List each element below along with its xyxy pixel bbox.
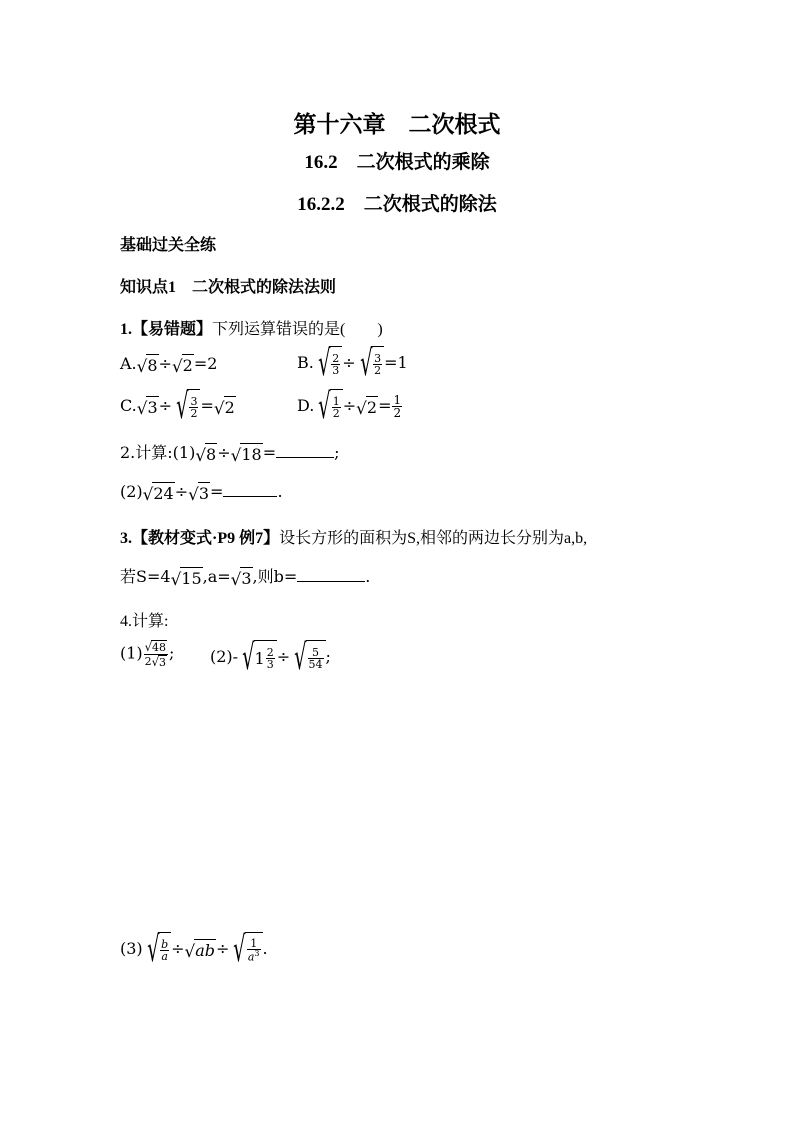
part-label: (2) bbox=[120, 482, 143, 501]
div-sign: ÷ bbox=[174, 482, 189, 501]
knowledge-point: 知识点1 二次根式的除法法则 bbox=[120, 279, 337, 296]
punct: . bbox=[262, 939, 268, 959]
subsection-title: 16.2.2 二次根式的除法 bbox=[297, 194, 497, 215]
radicand: 2 bbox=[224, 398, 235, 418]
answer-blank[interactable] bbox=[276, 456, 334, 458]
punct: . bbox=[365, 567, 371, 586]
q1-option-b bbox=[297, 343, 408, 384]
punct: . bbox=[277, 482, 283, 501]
q2-part2 bbox=[120, 482, 283, 503]
div-sign: ÷ bbox=[158, 354, 172, 373]
q3-text-a: 若S=4 bbox=[120, 567, 171, 586]
sqrt: √ 5 54 bbox=[290, 640, 325, 675]
sqrt: √ 8 bbox=[195, 445, 217, 466]
radicand: 2 bbox=[366, 398, 378, 418]
punct: ; bbox=[169, 643, 175, 663]
sqrt: √ 2 bbox=[356, 398, 378, 419]
fraction: 3 2 bbox=[190, 394, 198, 421]
fraction: √ 48 2 √ 3 bbox=[144, 640, 167, 669]
fraction: 1 2 bbox=[332, 394, 340, 421]
fraction: 2 3 bbox=[332, 351, 340, 378]
punct: ; bbox=[325, 647, 331, 667]
result: =2 bbox=[193, 354, 218, 373]
sqrt: √ 1 2 bbox=[314, 389, 342, 424]
div-sign: ÷ bbox=[171, 939, 185, 959]
answer-blank[interactable] bbox=[223, 495, 277, 497]
q3-tag: 【教材变式·P9 例7】 bbox=[132, 530, 280, 547]
radicand: 3 bbox=[147, 398, 158, 418]
punct: ; bbox=[334, 443, 340, 462]
q3-line1 bbox=[120, 525, 587, 548]
fraction: 1 $a^3$ bbox=[247, 936, 260, 964]
q4-part1 bbox=[120, 640, 174, 668]
q1-text: 下列运算错误的是( ) bbox=[212, 321, 383, 338]
q4-part3 bbox=[120, 929, 268, 970]
practice-label: 基础过关全练 bbox=[120, 237, 217, 254]
div-sign: ÷ bbox=[217, 443, 231, 462]
fraction: $\frac{1}{2}$ bbox=[393, 392, 402, 421]
q3-text-c: ,则b= bbox=[252, 567, 298, 586]
eq-sign: = bbox=[210, 482, 224, 501]
fraction: 3 2 bbox=[374, 351, 382, 378]
q4-stem: 4.计算: bbox=[120, 613, 169, 630]
section-title: 16.2 二次根式的乘除 bbox=[304, 152, 490, 173]
sqrt: √ ab bbox=[184, 941, 216, 962]
q1-option-a bbox=[120, 354, 217, 375]
chapter-title: 第十六章 二次根式 bbox=[293, 112, 501, 137]
part-label: (3) bbox=[120, 939, 143, 959]
eq-sign: = bbox=[378, 396, 392, 416]
q1-stem bbox=[120, 316, 383, 339]
div-sign: ÷ bbox=[158, 396, 173, 416]
sqrt: √ 3 bbox=[230, 569, 252, 590]
sqrt: √ 3 bbox=[188, 484, 210, 505]
result: =1 bbox=[384, 353, 408, 373]
part-label: (1) bbox=[172, 443, 196, 462]
q2-number: 2.计算: bbox=[120, 443, 173, 462]
option-label: B. bbox=[297, 353, 314, 373]
sqrt: √ 2 bbox=[213, 398, 235, 419]
part-label: (1) bbox=[120, 643, 143, 663]
option-label: D. bbox=[297, 396, 315, 416]
sqrt: √ 1 $a^3$ bbox=[229, 932, 262, 967]
q3-number: 3. bbox=[120, 530, 132, 547]
sqrt: √ 8 bbox=[136, 356, 158, 377]
option-label: A. bbox=[120, 354, 137, 373]
sqrt: √ 18 bbox=[230, 445, 262, 466]
q1-option-d bbox=[297, 386, 403, 427]
sqrt: √ 2 bbox=[171, 356, 193, 377]
eq-sign: = bbox=[262, 443, 277, 462]
sqrt: √ 3 bbox=[151, 654, 167, 669]
div-sign: ÷ bbox=[276, 647, 291, 667]
div-sign: ÷ bbox=[216, 939, 230, 959]
sqrt: √ 15 bbox=[170, 569, 202, 590]
sqrt: √ 3 2 bbox=[172, 389, 200, 424]
q2-part1 bbox=[120, 440, 340, 464]
sqrt: √ 3 bbox=[136, 398, 158, 419]
eq-sign: = bbox=[200, 396, 214, 416]
sqrt: √ 2 3 bbox=[314, 346, 342, 381]
radicand: 8 bbox=[147, 356, 158, 375]
fraction: 5 54 bbox=[308, 645, 323, 672]
div-sign: ÷ bbox=[342, 396, 357, 416]
sqrt: √ b a bbox=[143, 932, 171, 967]
q1-tag: 【易错题】 bbox=[132, 321, 213, 338]
sqrt: √ 3 2 bbox=[356, 346, 384, 381]
q1-option-c bbox=[120, 386, 236, 427]
option-label: C. bbox=[120, 396, 137, 416]
fraction: 2 3 bbox=[266, 645, 274, 672]
q1-number: 1. bbox=[120, 321, 132, 338]
sqrt: √ 48 bbox=[144, 640, 167, 654]
sqrt: √ 24 bbox=[142, 484, 174, 505]
radicand: 2 bbox=[182, 356, 193, 375]
q3-line2 bbox=[120, 564, 370, 588]
q3-text-b: ,a= bbox=[202, 567, 231, 586]
sqrt: √ 1 2 3 bbox=[238, 640, 277, 675]
q3-text: 设长方形的面积为S,相邻的两边长分别为a,b, bbox=[279, 530, 588, 547]
part-label: (2)- bbox=[210, 647, 239, 667]
q4-part2 bbox=[210, 637, 331, 678]
fraction: b a bbox=[161, 937, 169, 964]
answer-blank[interactable] bbox=[297, 580, 365, 582]
div-sign: ÷ bbox=[342, 353, 356, 373]
